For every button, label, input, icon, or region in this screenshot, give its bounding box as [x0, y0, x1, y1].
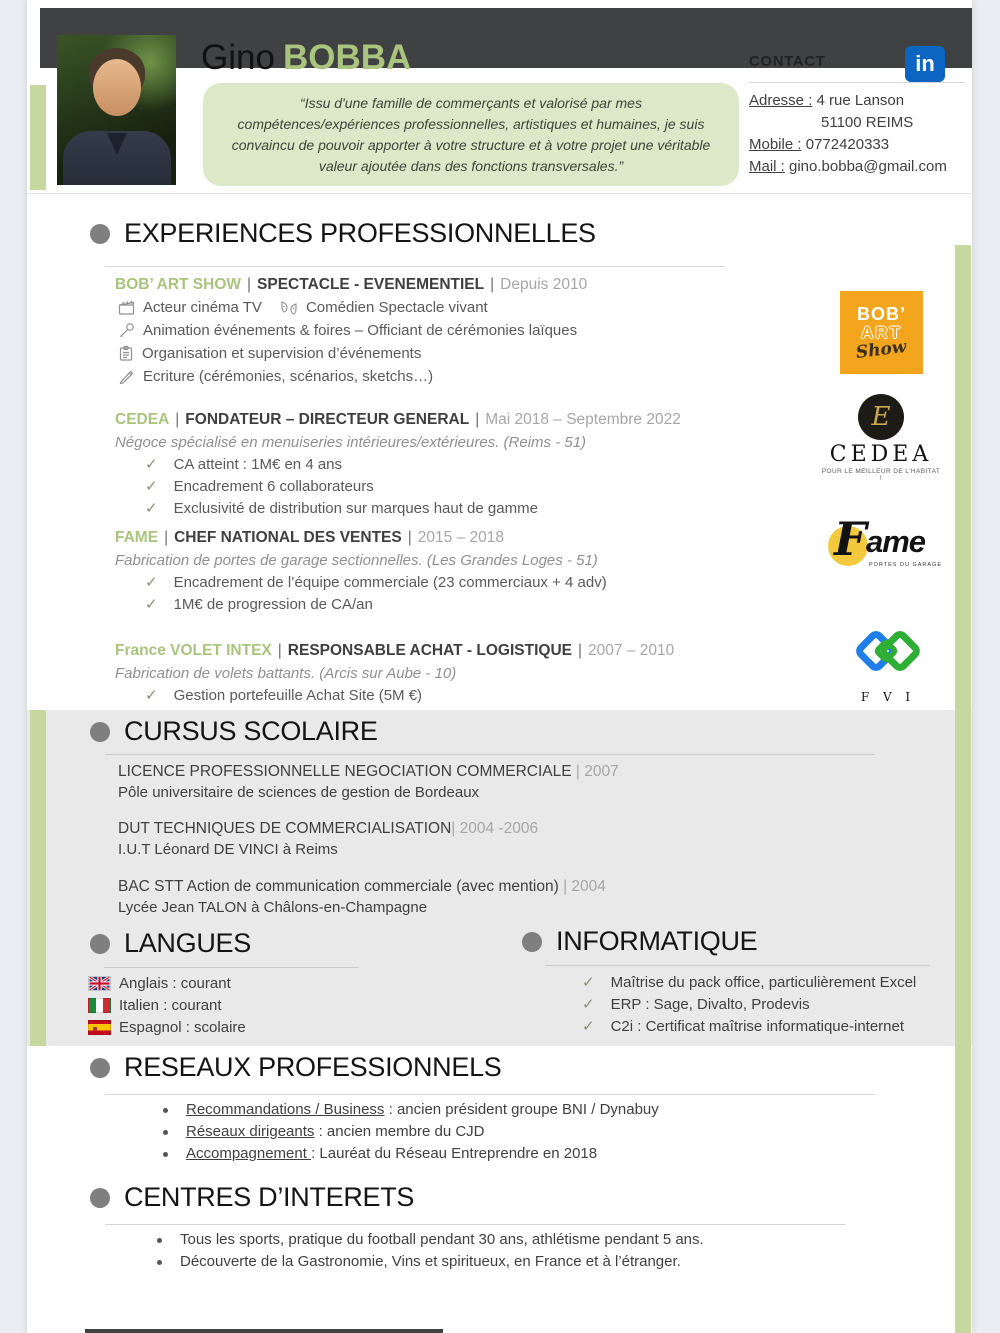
check-icon: ✓	[145, 478, 158, 495]
section-centres	[90, 1182, 414, 1213]
section-divider	[105, 1224, 845, 1225]
personal-quote	[203, 83, 739, 186]
mail-label: Mail :	[749, 158, 785, 175]
language-row	[88, 1019, 246, 1036]
mobile-label: Mobile :	[749, 136, 802, 153]
item-segment	[118, 345, 421, 362]
experience-item	[118, 368, 443, 385]
top-dark-bar	[40, 8, 972, 68]
experience-item	[118, 345, 431, 362]
achievement	[145, 477, 374, 495]
logo-text: F V I	[860, 690, 916, 704]
degree: BAC STT Action de communication commerciale (avec mention)	[118, 878, 559, 895]
check-icon: ✓	[582, 996, 595, 1013]
pencil-icon	[118, 368, 135, 385]
logo-text: Show	[855, 336, 908, 363]
experience-subtitle: Fabrication de volets battants. (Arcis sur Aube - 10)	[115, 665, 457, 682]
section-experiences	[90, 218, 596, 249]
section-dot-icon	[90, 224, 110, 244]
bullet-icon	[163, 1108, 168, 1113]
header-bottom-divider	[27, 193, 972, 194]
company-name: CEDEA	[115, 411, 170, 428]
school: Pôle universitaire de sciences de gestion de Bordeaux	[118, 784, 480, 801]
experience-title	[115, 642, 674, 660]
italy-flag-icon	[88, 998, 111, 1013]
education-title	[118, 878, 606, 896]
experience-subtitle: Négoce spécialisé en menuiseries intérieures/extérieures. (Reims - 51)	[115, 434, 587, 451]
job-dates: 2007 – 2010	[588, 642, 675, 659]
quote-line: compétences/expériences professionnelles, artistiques et humaines, je suis	[237, 115, 705, 132]
check-icon: ✓	[582, 1018, 595, 1035]
achievement-text: Gestion portefeuille Achat Site (5M €)	[173, 687, 423, 704]
section-dot-icon	[522, 932, 542, 952]
interest-item	[157, 1253, 681, 1270]
item-segment	[118, 368, 433, 385]
section-title: CENTRES D’INTERETS	[124, 1182, 415, 1212]
clipboard-icon	[118, 345, 134, 362]
section-divider	[105, 754, 875, 755]
spain-flag-icon	[88, 1020, 111, 1035]
separator: |	[571, 763, 585, 780]
network-lead: Réseaux dirigeants	[186, 1123, 315, 1140]
section-dot-icon	[90, 1188, 110, 1208]
check-icon: ✓	[145, 500, 158, 517]
first-name: Gino	[201, 38, 275, 77]
network-rest: : ancien président groupe BNI / Dynabuy	[384, 1101, 659, 1118]
skill-text: C2i : Certificat maîtrise informatique-internet	[610, 1018, 905, 1035]
separator: |	[451, 820, 460, 837]
address-line	[749, 90, 965, 112]
separator: |	[577, 642, 583, 659]
logo-text: ART	[861, 323, 902, 343]
language-label: Espagnol : scolaire	[119, 1019, 246, 1036]
header-green-stripe	[30, 85, 46, 190]
address-value: 4 rue Lanson	[812, 92, 905, 109]
company-name: France VOLET INTEX	[115, 642, 272, 659]
profile-photo	[57, 35, 176, 185]
bullet-icon	[157, 1260, 162, 1265]
education-title	[118, 820, 538, 838]
degree-year: 2004	[571, 878, 606, 895]
bobart-show-logo	[840, 291, 923, 374]
item-text: Comédien Spectacle vivant	[305, 299, 488, 316]
skill-row	[582, 973, 916, 991]
experience-item	[118, 299, 498, 316]
job-dates: Mai 2018 – Septembre 2022	[485, 411, 681, 428]
achievement-text: Encadrement 6 collaborateurs	[173, 478, 374, 495]
separator: |	[475, 411, 480, 428]
job-role: CHEF NATIONAL DES VENTES	[174, 529, 402, 546]
fvi-logo	[848, 626, 928, 704]
achievement-text: Encadrement de l’équipe commerciale (23 commerciaux + 4 adv)	[173, 574, 607, 591]
check-icon: ✓	[145, 574, 158, 591]
section-divider	[545, 965, 930, 966]
separator: |	[277, 642, 282, 659]
item-segment	[118, 299, 262, 316]
network-lead: Accompagnement	[186, 1145, 312, 1162]
section-divider	[105, 1094, 875, 1095]
section-langues	[90, 928, 251, 959]
section-title: INFORMATIQUE	[556, 926, 758, 956]
network-item	[163, 1145, 597, 1162]
logo-tagline: POUR LE MEILLEUR DE L'HABITAT !	[821, 468, 941, 482]
check-icon: ✓	[145, 596, 158, 613]
section-title: RESEAUX PROFESSIONNELS	[124, 1052, 502, 1082]
item-text: Animation événements & foires – Officiant de cérémonies laïques	[143, 322, 578, 339]
separator: |	[164, 529, 169, 546]
achievement-text: CA atteint : 1M€ en 4 ans	[173, 456, 343, 473]
mobile-value: 0772420333	[801, 136, 890, 153]
section-cursus	[90, 716, 378, 747]
network-item	[163, 1101, 659, 1118]
bullet-icon	[163, 1152, 168, 1157]
right-green-stripe	[955, 245, 971, 1333]
achievement	[145, 686, 422, 704]
quote-line: valeur ajoutée dans des fonctions transversales.”	[318, 157, 624, 174]
last-name: BOBBA	[282, 38, 412, 77]
degree-year: 2004 -2006	[459, 820, 539, 837]
contact-block	[749, 90, 965, 178]
uk-flag-icon	[88, 976, 111, 991]
skill-row	[582, 995, 810, 1013]
degree: DUT TECHNIQUES DE COMMERCIALISATION	[118, 820, 452, 837]
interest-text: Découverte de la Gastronomie, Vins et spiritueux, en France et à l’étranger.	[180, 1253, 681, 1270]
separator: |	[247, 276, 252, 293]
experience-title	[115, 276, 587, 294]
achievement	[145, 455, 342, 473]
network-rest: : ancien membre du CJD	[314, 1123, 485, 1140]
section-dot-icon	[90, 722, 110, 742]
school: I.U.T Léonard DE VINCI à Reims	[118, 841, 338, 858]
logo-text: BOB’	[857, 304, 906, 325]
achievement	[145, 595, 373, 613]
job-role: SPECTACLE - EVENEMENTIEL	[257, 276, 485, 293]
skill-text: Maîtrise du pack office, particulièrement Excel	[610, 974, 917, 991]
degree-year: 2007	[584, 763, 619, 780]
degree: LICENCE PROFESSIONNELLE NEGOCIATION COMMERCIALE	[118, 763, 572, 780]
mail-line	[749, 156, 965, 178]
linkedin-icon[interactable]: in	[905, 46, 945, 82]
job-dates: 2015 – 2018	[417, 529, 504, 546]
mobile-line	[749, 134, 965, 156]
logo-text: CEDEA	[829, 442, 933, 467]
language-label: Italien : courant	[119, 997, 222, 1014]
experience-title	[115, 411, 681, 429]
education-title	[118, 763, 619, 781]
quote-line: “Issu d'une famille de commerçants et valorisé par mes	[300, 94, 642, 111]
school: Lycée Jean TALON à Châlons-en-Champagne	[118, 899, 428, 916]
separator: |	[558, 878, 572, 895]
job-dates: Depuis 2010	[500, 276, 588, 293]
clapperboard-icon	[118, 299, 135, 316]
item-segment	[118, 322, 577, 339]
address-label: Adresse :	[749, 92, 813, 109]
cedea-logo	[820, 394, 942, 482]
network-lead: Recommandations / Business	[186, 1101, 385, 1118]
check-icon: ✓	[582, 974, 595, 991]
section-divider	[105, 266, 725, 267]
language-row	[88, 997, 222, 1014]
left-green-stripe	[30, 710, 46, 1046]
contact-divider	[749, 82, 965, 83]
achievement-text: Exclusivité de distribution sur marques haut de gamme	[173, 500, 538, 517]
achievement-text: 1M€ de progression de CA/an	[173, 596, 373, 613]
bottom-dark-bar	[85, 1329, 443, 1333]
address-line2: 51100 REIMS	[821, 114, 914, 131]
logo-text: ame	[866, 524, 926, 559]
item-segment	[280, 299, 488, 316]
achievement	[145, 499, 538, 517]
separator: |	[175, 411, 180, 428]
item-text: Ecriture (cérémonies, scénarios, sketchs…)	[143, 368, 434, 385]
microphone-icon	[118, 322, 135, 339]
network-item	[163, 1123, 485, 1140]
fvi-diamonds-icon	[849, 626, 927, 684]
logo-tagline: PORTES DU GARAGE	[868, 562, 942, 568]
section-dot-icon	[90, 934, 110, 954]
item-text: Acteur cinéma TV	[143, 299, 262, 316]
cedea-monogram-icon: E	[858, 394, 904, 440]
job-role: RESPONSABLE ACHAT - LOGISTIQUE	[287, 642, 572, 659]
experience-title	[115, 529, 504, 547]
section-divider	[104, 967, 358, 968]
section-title: LANGUES	[124, 928, 251, 958]
language-row	[88, 975, 231, 992]
job-role: FONDATEUR – DIRECTEUR GENERAL	[185, 411, 470, 428]
separator: |	[407, 529, 412, 546]
interest-item	[157, 1231, 704, 1248]
contact-heading: CONTACT	[749, 53, 826, 70]
item-text: Organisation et supervision d’événements	[142, 345, 422, 362]
mail-value[interactable]: gino.bobba@gmail.com	[784, 158, 947, 175]
photo-face	[93, 59, 141, 116]
separator: |	[490, 276, 495, 293]
section-title: EXPERIENCES PROFESSIONNELLES	[124, 218, 596, 248]
theater-masks-icon	[280, 300, 298, 316]
logo-text: F	[834, 512, 867, 566]
achievement	[145, 573, 607, 591]
bullet-icon	[163, 1130, 168, 1135]
language-label: Anglais : courant	[119, 975, 231, 992]
check-icon: ✓	[145, 456, 158, 473]
section-informatique	[522, 926, 757, 957]
candidate-name	[201, 38, 411, 78]
section-reseaux	[90, 1052, 502, 1083]
section-dot-icon	[90, 1058, 110, 1078]
section-title: CURSUS SCOLAIRE	[124, 716, 378, 746]
experience-item	[118, 322, 587, 339]
check-icon: ✓	[145, 687, 158, 704]
quote-line: convaincu de pouvoir apporter à votre structure et à votre projet une véritable	[231, 136, 711, 153]
fame-logo	[826, 512, 944, 578]
skill-row	[582, 1017, 904, 1035]
network-rest: : Lauréat du Réseau Entreprendre en 2018	[311, 1145, 598, 1162]
bullet-icon	[157, 1238, 162, 1243]
experience-subtitle: Fabrication de portes de garage sectionnelles. (Les Grandes Loges - 51)	[115, 552, 598, 569]
interest-text: Tous les sports, pratique du football pendant 30 ans, athlétisme pendant 5 ans.	[180, 1231, 704, 1248]
company-name: BOB’ ART SHOW	[115, 276, 242, 293]
skill-text: ERP : Sage, Divalto, Prodevis	[610, 996, 810, 1013]
company-name: FAME	[115, 529, 159, 546]
